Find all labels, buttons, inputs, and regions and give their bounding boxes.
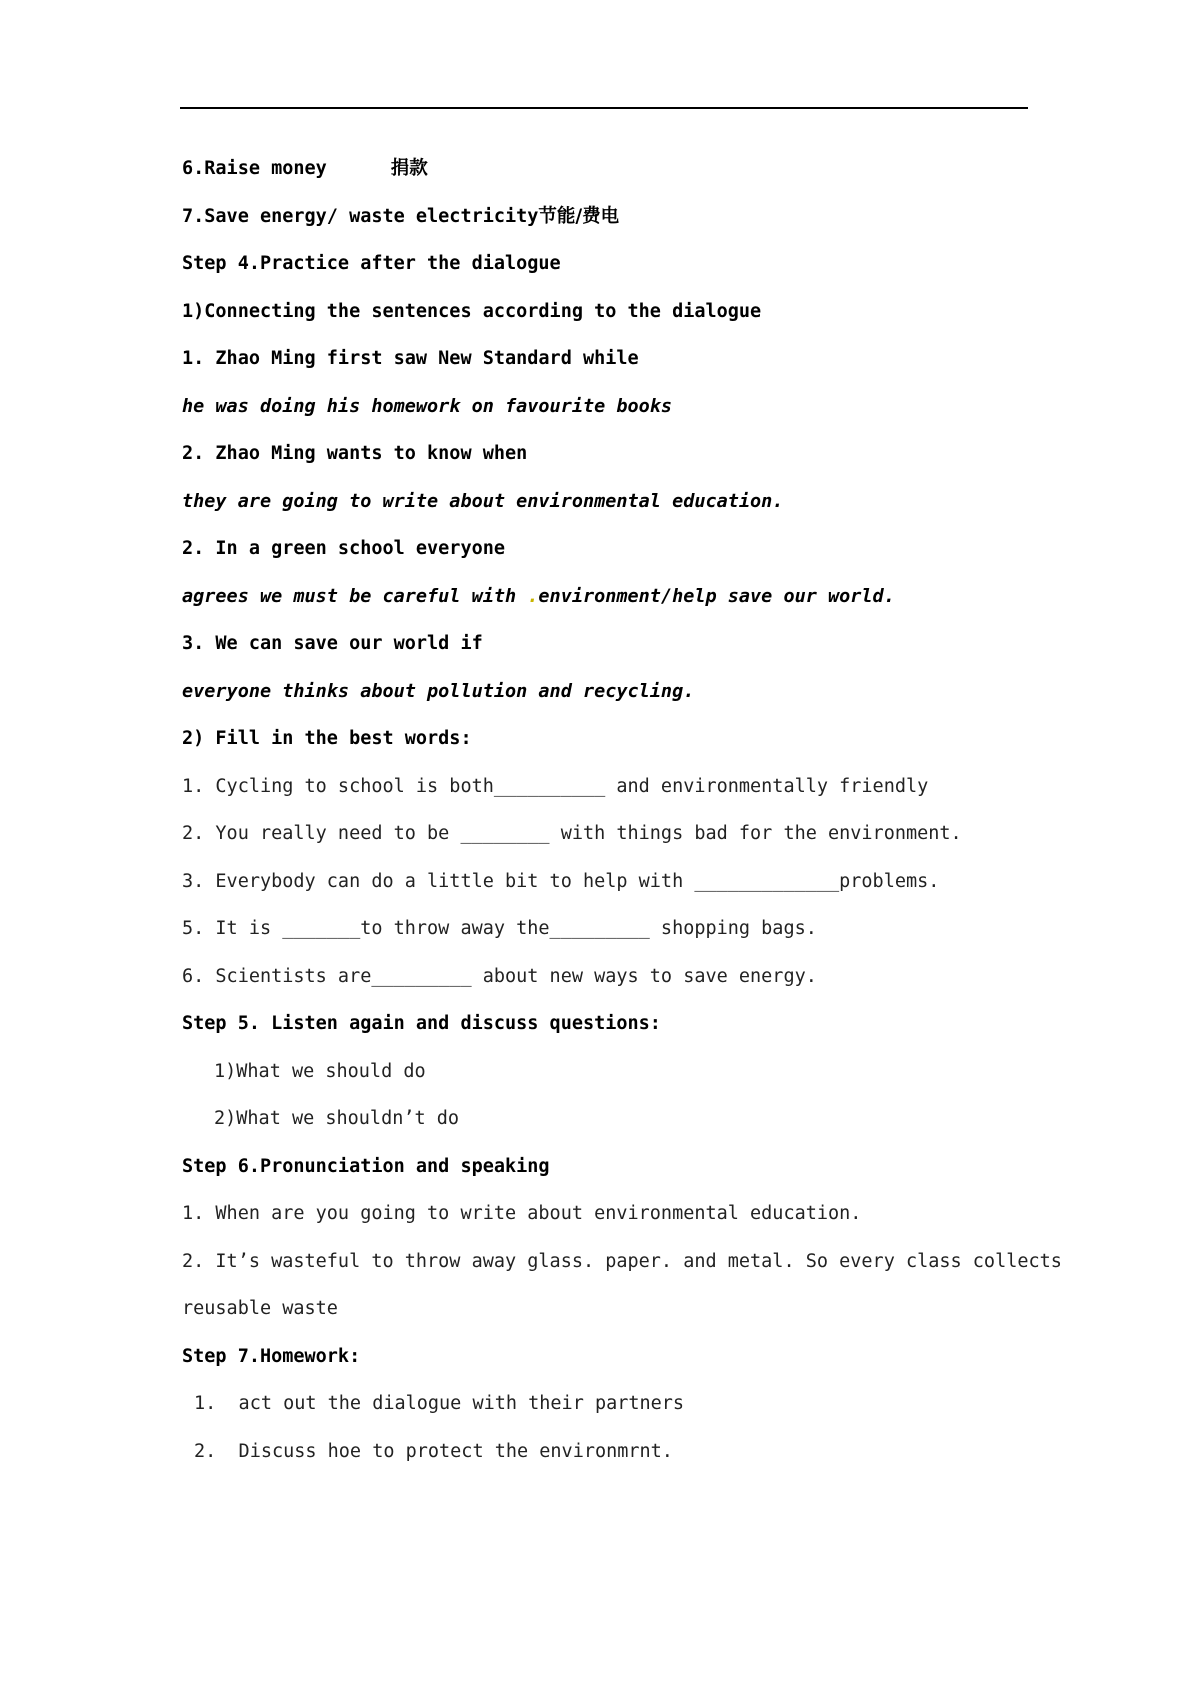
- step4-part2-title: 2) Fill in the best words:: [182, 728, 472, 749]
- step4-title: Step 4.Practice after the dialogue: [182, 253, 561, 274]
- fill-item-2: 2. You really need to be ________ with things bad for the environment.: [182, 823, 962, 844]
- connect-end-1: he was doing his homework on favourite books: [182, 395, 673, 417]
- fill-item-1: 1. Cycling to school is both__________ and environmentally friendly: [182, 775, 929, 797]
- step7-item-1: 1. act out the dialogue with their partners: [194, 1393, 685, 1414]
- step6-item-2-continuation: reusable waste: [182, 1298, 338, 1319]
- connect-start-4: 3. We can save our world if: [182, 633, 483, 654]
- step7-item-2: 2. Discuss hoe to protect the environmrnt.: [194, 1440, 673, 1462]
- fill-item-6: 6. Scientists are_________ about new ways to save energy.: [182, 965, 817, 987]
- header-rule: [180, 107, 1028, 109]
- step6-item-2: 2. It’s wasteful to throw away glass. paper. and metal. So every class collects: [182, 1250, 1062, 1272]
- step4-part1-title: 1)Connecting the sentences according to the dialogue: [182, 300, 762, 322]
- connect-end-4: everyone thinks about pollution and recycling.: [182, 680, 695, 702]
- connect-end-3-a: agrees we must be careful with: [182, 585, 528, 607]
- fill-item-5: 5. It is _______to throw away the_________ shopping bags.: [182, 918, 817, 939]
- connect-start-1: 1. Zhao Ming first saw New Standard while: [182, 348, 639, 369]
- connect-start-3: 2. In a green school everyone: [182, 538, 506, 559]
- connect-end-2: they are going to write about environmental education.: [182, 490, 784, 512]
- connect-end-3-b: environment/help save our world.: [538, 585, 895, 607]
- vocab-item-6-en: 6.Raise money: [182, 158, 327, 179]
- step6-title: Step 6.Pronunciation and speaking: [182, 1155, 550, 1177]
- step6-item-1: 1. When are you going to write about environmental education.: [182, 1203, 862, 1224]
- step5-item-1: 1)What we should do: [214, 1060, 426, 1082]
- vocab-item-7-zh: 节能/费电: [538, 205, 620, 227]
- fill-item-3: 3. Everybody can do a little bit to help with _____________problems.: [182, 870, 940, 892]
- connect-start-2: 2. Zhao Ming wants to know when: [182, 443, 528, 464]
- vocab-item-6: [182, 154, 1042, 202]
- vocab-item-6-zh: 捐款: [390, 158, 428, 179]
- connect-end-3-mark: .: [527, 585, 539, 607]
- document-body: [182, 154, 1062, 1484]
- step7-title: Step 7.Homework:: [182, 1345, 361, 1367]
- connect-end-3: [182, 582, 1042, 630]
- step5-item-2: 2)What we shouldn’t do: [214, 1108, 460, 1129]
- vocab-item-7-en: 7.Save energy/ waste electricity: [182, 205, 539, 227]
- vocab-item-7: [182, 202, 1042, 250]
- step5-title: Step 5. Listen again and discuss questions:: [182, 1013, 661, 1034]
